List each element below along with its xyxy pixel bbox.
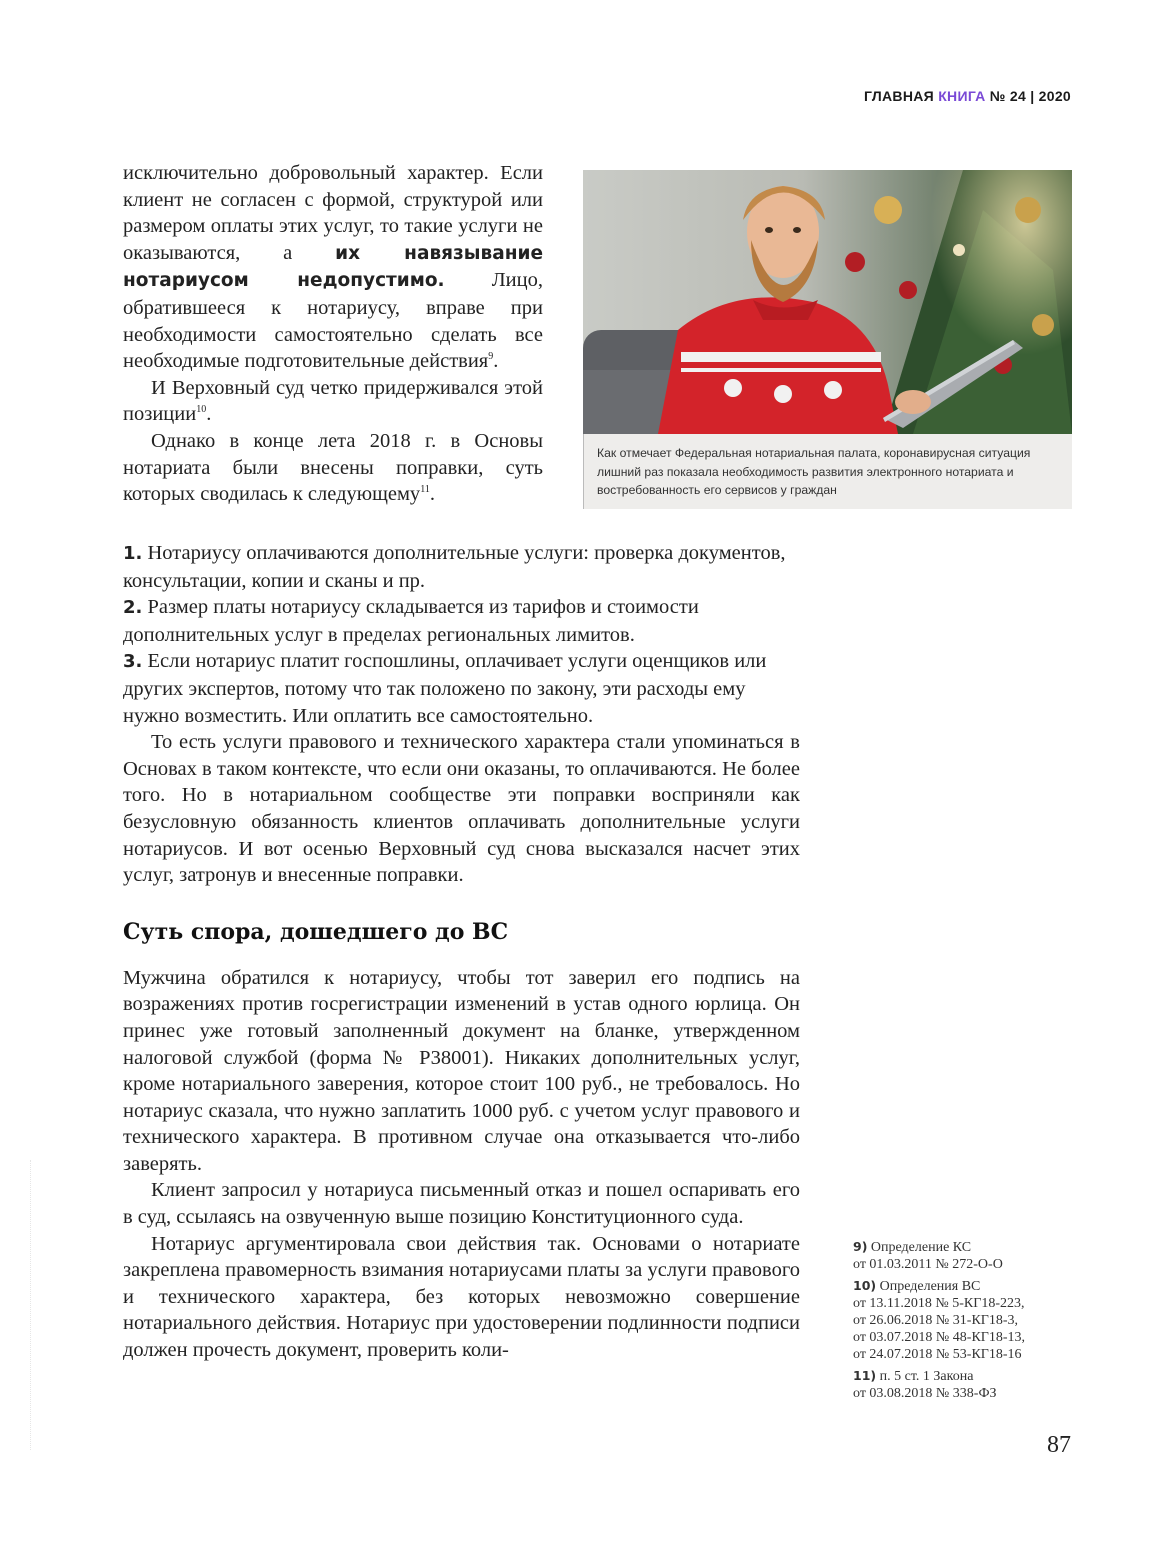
text: . — [206, 403, 212, 426]
footnote-ref[interactable]: 9 — [488, 351, 494, 363]
list-item — [123, 648, 800, 729]
footnote-line: от 03.08.2018 № 338-ФЗ — [853, 1386, 997, 1401]
footnote-line: Определение КС — [867, 1240, 972, 1255]
footnote-9 — [853, 1238, 1083, 1273]
footnote-line: от 26.06.2018 № 31-КГ18-3, — [853, 1313, 1019, 1328]
footnote-line: от 03.07.2018 № 48-КГ18-13, — [853, 1330, 1026, 1345]
footnote-number: 11) — [853, 1368, 877, 1383]
main-column — [123, 540, 800, 1364]
header-title-accent: КНИГА — [938, 88, 986, 104]
list-item — [123, 540, 800, 594]
footnote-ref[interactable]: 11 — [420, 484, 430, 496]
list-number: 2. — [123, 597, 143, 619]
footnote-10 — [853, 1277, 1083, 1363]
list-item — [123, 594, 800, 648]
footnote-line: от 13.11.2018 № 5-КГ18-223, — [853, 1296, 1025, 1311]
footnote-line: п. 5 ст. 1 Закона — [876, 1369, 974, 1384]
section-heading: Суть спора, дошедшего до ВС — [123, 918, 509, 945]
list-text: Нотариусу оплачиваются дополнительные услуги: проверка документов, консультации, копии и сканы и пр. — [123, 542, 786, 592]
text: . — [429, 483, 435, 506]
magazine-header — [864, 88, 1071, 104]
caption-divider — [583, 434, 584, 509]
list-text: Размер платы нотариусу складывается из тарифов и стоимости дополнительных услуг в пределах региональных лимитов. — [123, 596, 699, 646]
paragraph-5: Мужчина обратился к нотариусу, чтобы тот заверил его подпись на возражениях против госрегистрации изменений в устав одного юрлица. Он принес уже готовый заполненный документ на бланке, утвержденном налоговой службой (форма № Р38001). Никаких дополнительных услуг, кроме нотариального заверения, которое стоит 100 руб., не требовалось. Но нотариус сказала, что нужно заплатить 1000 руб. с учетом услуг правового и технического характера. В противном случае она отказывается что-либо заверять. — [123, 966, 800, 1175]
list-text: Если нотариус платит госпошлины, оплачивает услуги оценщиков или других экспертов, потому что так положено по закону, эти расходы ему нужно возместить. Или оплатить все самостоятельно. — [123, 650, 767, 727]
header-issue: № 24 | 2020 — [985, 88, 1071, 104]
paragraph-2 — [123, 375, 543, 428]
footnote-11 — [853, 1367, 1083, 1402]
paragraph-1 — [123, 160, 543, 375]
footnote-number: 10) — [853, 1278, 877, 1293]
paragraph-6: Клиент запросил у нотариуса письменный отказ и пошел оспаривать его в суд, ссылаясь на озвученную выше позицию Конституционного суда. — [123, 1179, 800, 1229]
text: исключительно добровольный характер. Если клиент не согласен с формой, структурой или размером оплаты этих услуг, то такие услуги не оказываются, а — [123, 162, 543, 264]
bold-text: их навязывание нотариусом недопустимо. — [123, 242, 543, 292]
paragraph-3 — [123, 428, 543, 508]
footnotes — [853, 1238, 1083, 1406]
text: Лицо, обратившееся к нотариусу, вправе при необходимости самостоятельно сделать все необходимые подготовительные действия — [123, 269, 543, 373]
list-number: 1. — [123, 543, 143, 564]
footnote-line: Определения ВС — [876, 1279, 981, 1294]
text: И Верховный суд четко придерживался этой позиции — [123, 376, 543, 426]
text: . — [493, 350, 499, 373]
narrow-column — [123, 160, 543, 508]
list-number: 3. — [123, 651, 143, 673]
page-number: 87 — [1047, 1432, 1071, 1458]
text: Однако в конце лета 2018 г. в Основы нотариата были внесены поправки, суть которых сводилась к следующему — [123, 429, 543, 506]
header-title: ГЛАВНАЯ — [863, 88, 939, 104]
bearded-man-christmas-tree-image — [583, 170, 1072, 434]
illustration-photo — [583, 170, 1072, 434]
footnote-line: от 24.07.2018 № 53-КГ18-16 — [853, 1347, 1022, 1362]
footnote-ref[interactable]: 10 — [196, 404, 207, 416]
margin-guide — [30, 1160, 31, 1450]
footnote-number: 9) — [853, 1239, 868, 1254]
paragraph-4: То есть услуги правового и технического характера стали упоминаться в Основах в таком контексте, что если они оказаны, то оплачиваются. Не более того. Но в нотариальном сообществе эти поправки восприняли как безусловную обязанность клиентов оплачивать дополнительные услуги нотариусов. И вот осенью Верховный суд снова высказался насчет этих услуг, затронув и внесенные поправки. — [123, 731, 800, 887]
caption-text: Как отмечает Федеральная нотариальная палата, коронавирусная ситуация лишний раз показала необходимость развития электронного нотариата и востребованность его сервисов у граждан — [597, 446, 1031, 497]
footnote-line: от 01.03.2011 № 272-О-О — [853, 1257, 1003, 1272]
photo-caption — [583, 434, 1072, 509]
paragraph-7: Нотариус аргументировала свои действия так. Основами о нотариате закреплена правомерность взимания нотариусами платы за услуги правового и технического характера, без которых невозможно совершение нотариального действия. Нотариус при удостоверении подлинности подписи должен прочесть документ, проверить коли- — [123, 1232, 800, 1362]
